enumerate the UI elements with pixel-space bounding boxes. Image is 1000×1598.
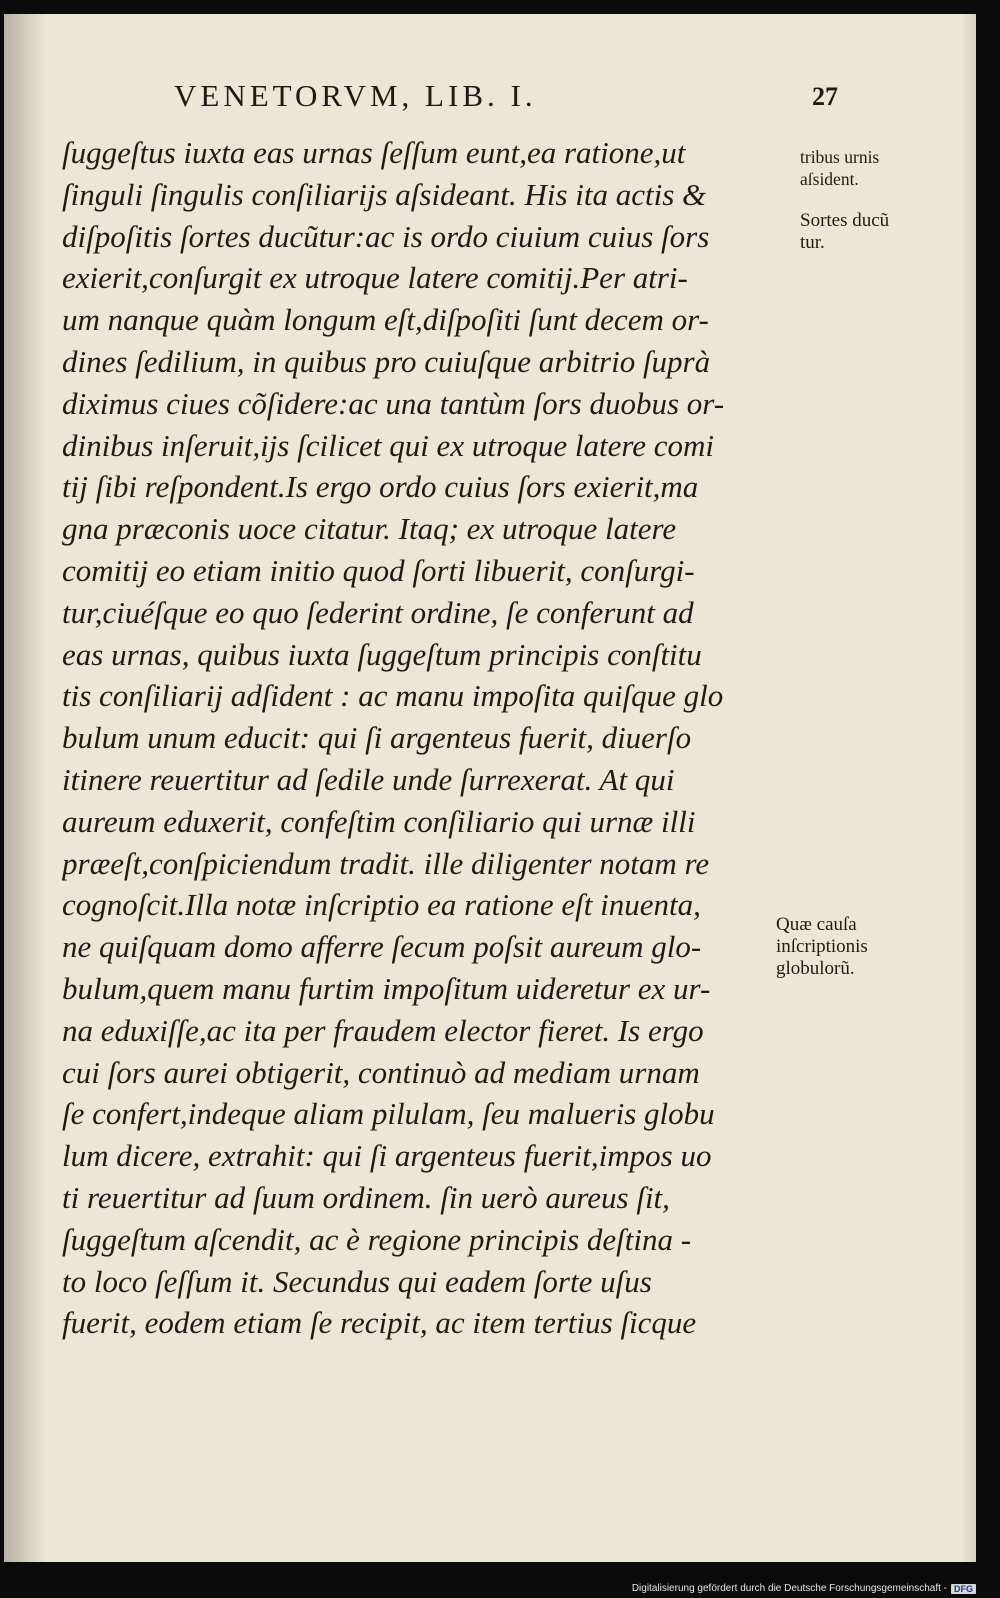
text-line: ne quiſquam domo afferre ſecum poſsit aureum glo- xyxy=(62,929,702,965)
text-line: comitij eo etiam initio quod ſorti libuerit, conſurgi- xyxy=(62,552,695,588)
page-number: 27 xyxy=(812,82,838,111)
text-line: gna præconis uoce citatur. Itaq; ex utroque latere xyxy=(62,511,677,547)
text-line: cognoſcit.Illa notæ inſcriptio ea ratione eſt inuenta, xyxy=(62,887,701,923)
text-line: ti reuertitur ad ſuum ordinem. ſin uerò aureus ſit, xyxy=(62,1179,670,1215)
marginal-note-inscription xyxy=(776,914,868,980)
text-line: diſpoſitis ſortes ducũtur:ac is ordo ciuium cuius ſors xyxy=(62,218,710,254)
text-line: ſinguli ſingulis conſiliarijs aſsideant. His ita actis & xyxy=(62,176,707,212)
text-line: itinere reuertitur ad ſedile unde ſurrexerat. At qui xyxy=(62,761,675,797)
text-line: ſuggeſtus iuxta eas urnas ſeſſum eunt,ea ratione,ut xyxy=(62,135,686,170)
text-line: fuerit, eodem etiam ſe recipit, ac item tertius ſicque xyxy=(62,1305,697,1341)
marginal-note-urns xyxy=(800,146,879,190)
dfg-logo: DFG xyxy=(951,1584,976,1594)
marginal-note-lots xyxy=(800,210,889,254)
marginal-note-line: tur. xyxy=(800,232,825,253)
text-line: dines ſedilium, in quibus pro cuiuſque arbitrio ſuprà xyxy=(62,343,711,379)
book-page xyxy=(4,14,976,1562)
text-line: to loco ſeſſum it. Secundus qui eadem ſorte uſus xyxy=(62,1263,652,1299)
marginal-note-line: Sortes ducũ xyxy=(800,210,890,231)
text-line: tij ſibi reſpondent.Is ergo ordo cuius ſors exierit,ma xyxy=(62,469,699,505)
text-line: diximus ciues cõſidere:ac una tantùm ſors duobus or- xyxy=(62,385,725,421)
text-line: bulum,quem manu furtim impoſitum uideretur ex ur- xyxy=(62,970,711,1006)
text-line: tur,ciuéſque eo quo ſederint ordine, ſe conferunt ad xyxy=(62,594,694,630)
text-line: na eduxiſſe,ac ita per fraudem elector fieret. Is ergo xyxy=(62,1012,704,1048)
text-line: eas urnas, quibus iuxta ſuggeſtum principis conſtitu xyxy=(62,636,702,672)
text-line: um nanque quàm longum eſt,diſpoſiti ſunt decem or- xyxy=(62,302,709,338)
marginal-note-line: aſsident. xyxy=(800,169,859,189)
body-text xyxy=(62,132,802,1344)
gutter-shadow xyxy=(4,14,46,1562)
text-line: præeſt,conſpiciendum tradit. ille diligenter notam re xyxy=(62,845,710,881)
text-line: tis conſiliarij adſident : ac manu impoſita quiſque glo xyxy=(62,678,724,714)
text-line: ſe confert,indeque aliam pilulam, ſeu malueris globu xyxy=(62,1096,715,1132)
marginal-note-line: Quæ cauſa xyxy=(776,914,857,935)
digitization-credit xyxy=(632,1583,976,1594)
text-line: ſuggeſtum aſcendit, ac è regione principis deſtina - xyxy=(62,1221,692,1257)
text-line: dinibus inſeruit,ijs ſcilicet qui ex utroque latere comi xyxy=(62,427,715,463)
text-line: bulum unum educit: qui ſi argenteus fuerit, diuerſo xyxy=(62,720,692,756)
credit-text: Digitalisierung gefördert durch die Deutsche Forschungsgemeinschaft - xyxy=(631,1583,947,1594)
marginal-note-line: globulorũ. xyxy=(776,958,855,979)
text-line: aureum eduxerit, confeſtim conſiliario qui urnæ illi xyxy=(62,803,696,839)
text-line: lum dicere, extrahit: qui ſi argenteus fuerit,impos uo xyxy=(62,1138,712,1174)
text-line: exierit,conſurgit ex utroque latere comitij.Per atri- xyxy=(62,260,688,296)
text-line: cui ſors aurei obtigerit, continuò ad mediam urnam xyxy=(62,1054,700,1090)
marginal-note-line: inſcriptionis xyxy=(776,936,868,957)
page-edge xyxy=(962,14,976,1562)
running-title: VENETORVM, LIB. I. xyxy=(174,78,537,113)
marginal-note-line: tribus urnis xyxy=(800,147,880,167)
